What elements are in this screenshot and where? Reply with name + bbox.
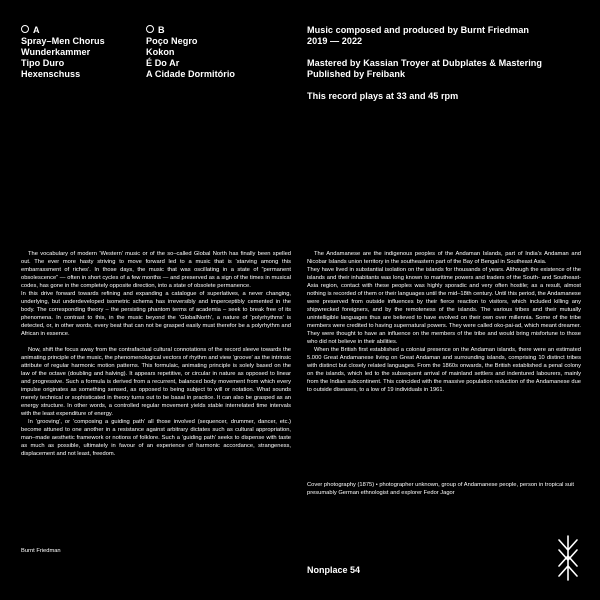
side-a-heading: A [21,25,141,36]
circle-icon [21,25,29,33]
circle-icon [146,25,154,33]
paragraph: The Andamanese are the indigenous peoples of the Andaman Islands, part of India’s Andaman and Nicobar Islands union territory in the southeastern part of the Bay of Bengal in Southeast Asia. [307,251,581,266]
track-item: Wunderkammer [21,47,91,57]
composer-credit: Music composed and produced by Burnt Friedman [307,25,530,35]
signature: Burnt Friedman [21,548,61,554]
credits-block [307,25,587,102]
track-item: Spray–Men Chorus [21,36,105,46]
publisher-credit: Published by Freibank [307,69,406,79]
track-item: Kokon [146,47,175,57]
paragraph: In this drive forward towards refining and expanding a catalogue of superlatives, a never changing, underlying, but underdeveloped isometric schema has irreversibly and imperceptibly cemented in the body. The corresponding theory – the persisting phantom terms of academia – seek to break free of its phenomena. In contrast to this, in the music beyond the ‘GlobalNorth’, a nature of ‘polyrhythms’ is detected, or, in other words, every beat that can not be grasped easily must therefor be a polyrhythm and African in essence. [21,291,291,338]
paragraph: They have lived in substantial isolation on the islands for thousands of years. Although the existence of the islands and their inhabitants was long known to maritime powers and traders of the South- and Southeast-Asia region, contact with these peoples was highly sporadic and very often hostile; as a result, almost nothing is recorded of them or their languages until the mid–18th century. Until this period, the Andamanese were preserved from outside influences by their fierce reaction to visitors, which included killing any shipwrecked foreigners, and by the remoteness of the islands. The various tribes and their mutually unintelligible languages thus are believed to have evolved on their own over millennia. Some of the tribe members were credited to having supernatural powers. They were called oko-pai-ad, which meant dreamer. They were thought to have an influence on the members of the tribe and would bring misfortune to those who did not believe in their abilities. [307,267,581,346]
side-b-heading: B [146,25,286,36]
track-item: É Do Ar [146,58,180,68]
paragraph: The vocabulary of modern ‘Western’ music or of the so–called Global North has finally been spelled out. The ever more hasty striving to move forward led to a music that is ‘starving among this embarrassment of riches’. In those days, the music that was oscillating in a state of “permanent obsolescence” — often in short cycles of a few months — and preserved as a sign of the times in musical codes, has gone in the completely opposite direction, into a state of obsolete permanence. [21,251,291,290]
years: 2019 — 2022 [307,36,363,46]
rpm-note: This record plays at 33 and 45 rpm [307,91,459,101]
andamanese-text [307,250,581,394]
track-item: Poço Negro [146,36,198,46]
track-item: Tipo Duro [21,58,65,68]
catalog-number: Nonplace 54 [307,565,361,575]
track-item: A Cidade Dormitório [146,69,236,79]
nonplace-logo-icon [555,534,581,582]
mastering-credit: Mastered by Kassian Troyer at Dubplates & Mastering [307,58,543,68]
track-item: Hexenschuss [21,69,81,79]
paragraph: Now, shift the focus away from the contrafactual cultural connotations of the record sleeve towards the animating principle of the music, the phenomenological vectors of rhythm and view ‘groove’ as the intrinsic attribute of regular harmonic motion patterns. This formulaic, animating principle is solely based on the law of the octave (doubling and halving). It appears repetitive, or circular in nature as opposed to linear and progressive. Such a formula is derived from a recurrent, balanced body movement from which every impulse originates as something sensed, as opposed to being subject to will or notation. What sounds merely technical or sophisticated in theory turns out to be basal in practice. It can also be grasped as an energy structure. In other words, a controlled regular movement yields stable interrelated time intervals with the least expenditure of energy. [21,347,291,418]
side-b-tracklist [146,25,286,80]
paragraph: In ‘grooving’, or ‘composing a guiding path’ all those involved (sequencer, drummer, dancer, etc.) become attuned to one another in a resistance against arbitrary dictates such as cultural appropriation, man–made aesthetic framework or notions of folklore. Such a ‘guiding path’ seeks to dispense with taste as much as possible, ultimately in favour of an experience of harmonic accordance, strangeness, displacement and not least, freedom. [21,419,291,458]
paragraph: When the British first established a colonial presence on the Andaman islands, there were an estimated 5.000 Great Andamanese living on Great Andaman and surrounding islands, comprising 10 distinct tribes with distinct but closely related languages. From the 1860s onwards, the British established a penal colony on the islands, which led to the subsequent arrival of mainland settlers and indentured labourers, mainly from the Indian subcontinent. This coincided with the massive population reduction of the Andamanese due to outside diseases, to a low of 19 individuals in 1961. [307,347,581,394]
photo-caption: Cover photography (1875) • photographer unknown, group of Andamanese people, person in tropical suit presumably German ethnologist and explorer Fedor Jagor [307,482,575,497]
essay-text [21,250,291,458]
side-a-tracklist [21,25,141,80]
